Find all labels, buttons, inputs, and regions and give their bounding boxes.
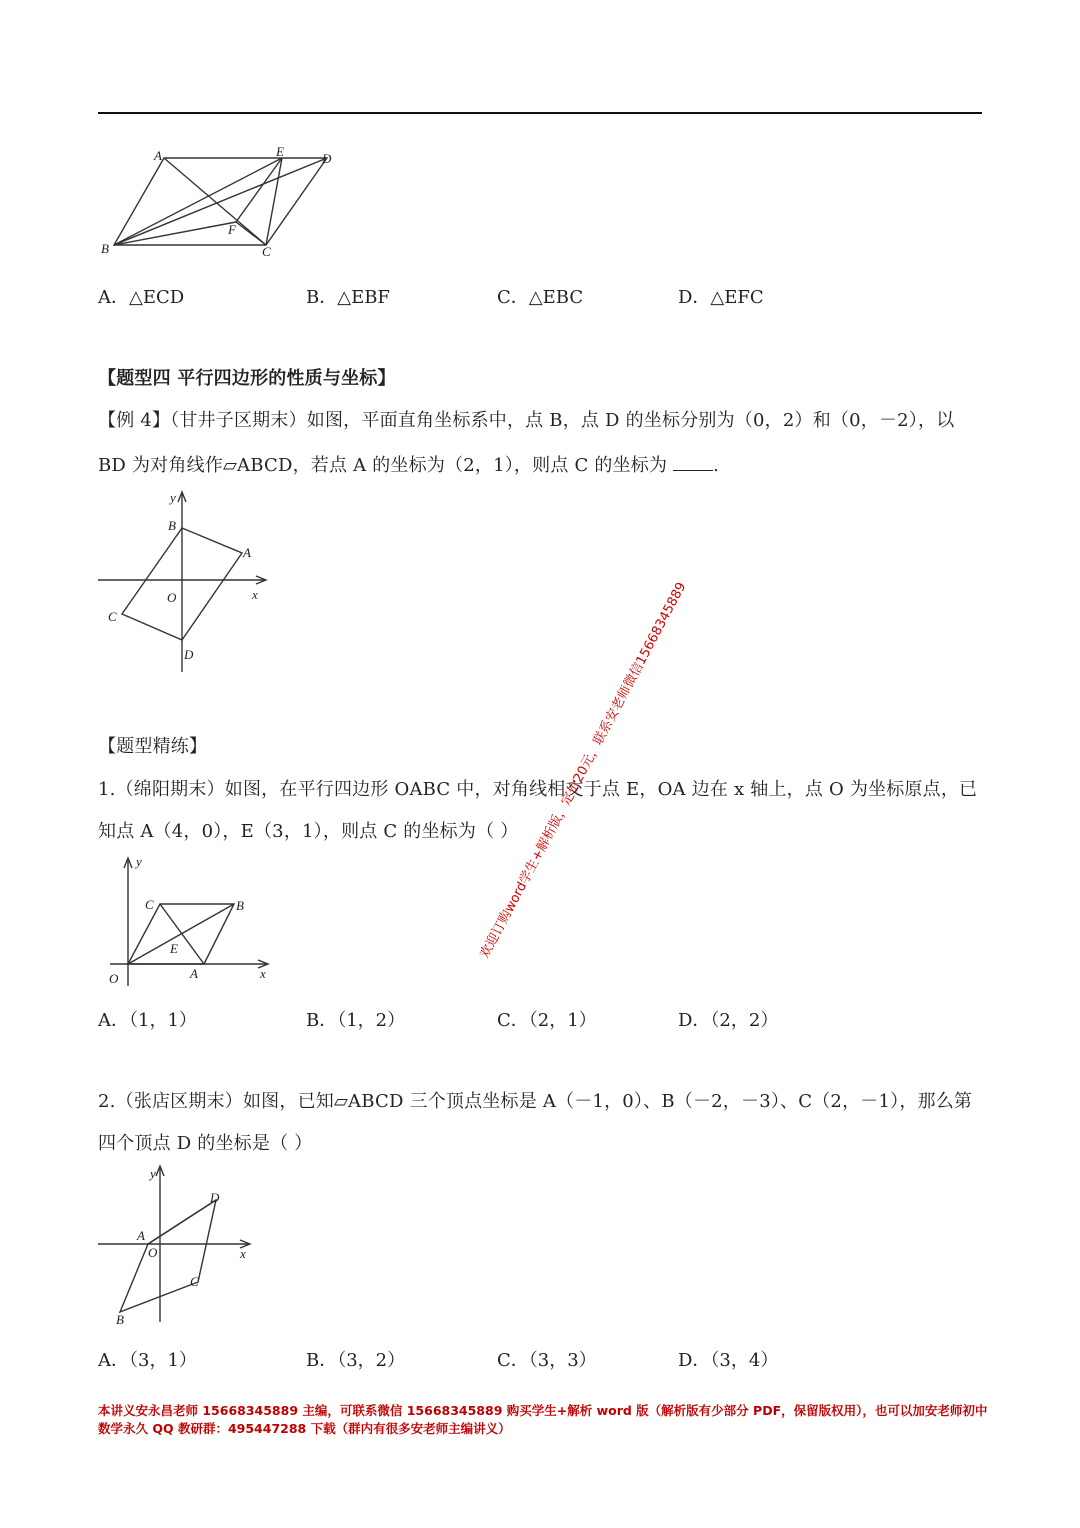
fig3-label-o: O bbox=[109, 971, 119, 986]
coordinate-figure-q2 bbox=[96, 1162, 266, 1332]
header-rule bbox=[98, 112, 982, 114]
fig1-label-e: E bbox=[276, 144, 284, 159]
fig3-label-e: E bbox=[170, 941, 178, 956]
coordinate-figure-q1 bbox=[100, 852, 280, 992]
fig1-label-d: D bbox=[322, 151, 332, 166]
q1-line1: 1.（绵阳期末）如图，在平行四边形 OABC 中，对角线相交于点 E，OA 边在 x 轴上，点 O 为坐标原点，已 bbox=[98, 779, 978, 800]
fig4-label-c: C bbox=[190, 1274, 199, 1289]
fig2-label-c: C bbox=[108, 609, 117, 624]
section-title: 【题型四 平行四边形的性质与坐标】 bbox=[98, 368, 396, 389]
fig3-label-c: C bbox=[145, 897, 154, 912]
fig4-label-d: D bbox=[210, 1190, 220, 1205]
fig3-label-y: y bbox=[136, 854, 142, 869]
fig2-label-b: B bbox=[168, 518, 176, 533]
footer-notice bbox=[98, 1402, 988, 1438]
fig4-label-a: A bbox=[137, 1228, 145, 1243]
q2-option-d[interactable]: D．（3，4） bbox=[678, 1350, 779, 1371]
fig4-label-x: x bbox=[240, 1246, 246, 1261]
q2-line2: 四个顶点 D 的坐标是（ ） bbox=[98, 1133, 313, 1154]
q2-option-a[interactable]: A．（3，1） bbox=[98, 1350, 197, 1371]
fig1-label-b: B bbox=[101, 241, 109, 256]
q1-option-c[interactable]: C．（2，1） bbox=[497, 1010, 597, 1031]
prev-option-d[interactable]: D．△EFC bbox=[678, 287, 764, 308]
parallelogram-figure-1 bbox=[96, 142, 346, 262]
fig2-label-y: y bbox=[170, 490, 176, 505]
footer-line1: 本讲义安永昌老师 15668345889 主编，可联系微信 15668345889 购买学生+解析 word 版（解析版有少部分 PDF，保留版权用），也可以加安老师初中 bbox=[98, 1403, 988, 1418]
q1-option-a[interactable]: A．（1，1） bbox=[98, 1010, 197, 1031]
fig4-label-o: O bbox=[148, 1245, 158, 1260]
fig4-label-y: y bbox=[150, 1166, 156, 1181]
prev-option-b[interactable]: B．△EBF bbox=[306, 287, 390, 308]
q1-option-d[interactable]: D．（2，2） bbox=[678, 1010, 779, 1031]
fig3-label-b: B bbox=[236, 898, 244, 913]
example4-text: BD 为对角线作▱ABCD，若点 A 的坐标为（2，1），则点 C 的坐标为 bbox=[98, 455, 668, 476]
fig3-label-x: x bbox=[260, 966, 266, 981]
fig4-label-b: B bbox=[116, 1312, 124, 1327]
q1-line2: 知点 A（4，0），E（3，1），则点 C 的坐标为（ ） bbox=[98, 821, 519, 842]
coordinate-figure-example4 bbox=[96, 488, 276, 678]
fig1-label-c: C bbox=[262, 244, 271, 259]
prev-option-c[interactable]: C．△EBC bbox=[497, 287, 584, 308]
footer-line2: 数学永久 QQ 教研群：495447288 下载（群内有很多安老师主编讲义） bbox=[98, 1421, 511, 1436]
example4-period: . bbox=[713, 455, 719, 476]
q2-option-b[interactable]: B．（3，2） bbox=[306, 1350, 406, 1371]
fig2-label-x: x bbox=[252, 587, 258, 602]
fig2-label-d: D bbox=[184, 647, 194, 662]
fig1-label-a: A bbox=[154, 148, 162, 163]
answer-blank[interactable] bbox=[673, 454, 713, 471]
example4-line1: 【例 4】（甘井子区期末）如图，平面直角坐标系中，点 B，点 D 的坐标分别为（0，2）和（0，－2），以 bbox=[98, 410, 955, 431]
q2-option-c[interactable]: C．（3，3） bbox=[497, 1350, 597, 1371]
prev-option-a[interactable]: A．△ECD bbox=[98, 287, 185, 308]
fig2-label-o: O bbox=[167, 590, 177, 605]
practice-title: 【题型精练】 bbox=[98, 736, 208, 757]
example4-line2 bbox=[98, 454, 719, 477]
watermark: 欢迎订购word学生+解析版，定价20元，联系安老师微信15668345889 bbox=[477, 580, 690, 961]
fig2-label-a: A bbox=[243, 545, 251, 560]
fig1-label-f: F bbox=[228, 222, 236, 237]
fig3-label-a: A bbox=[190, 966, 198, 981]
q1-option-b[interactable]: B．（1，2） bbox=[306, 1010, 406, 1031]
q2-line1: 2.（张店区期末）如图，已知▱ABCD 三个顶点坐标是 A（－1，0）、B（－2，－3）、C（2，－1），那么第 bbox=[98, 1091, 973, 1112]
